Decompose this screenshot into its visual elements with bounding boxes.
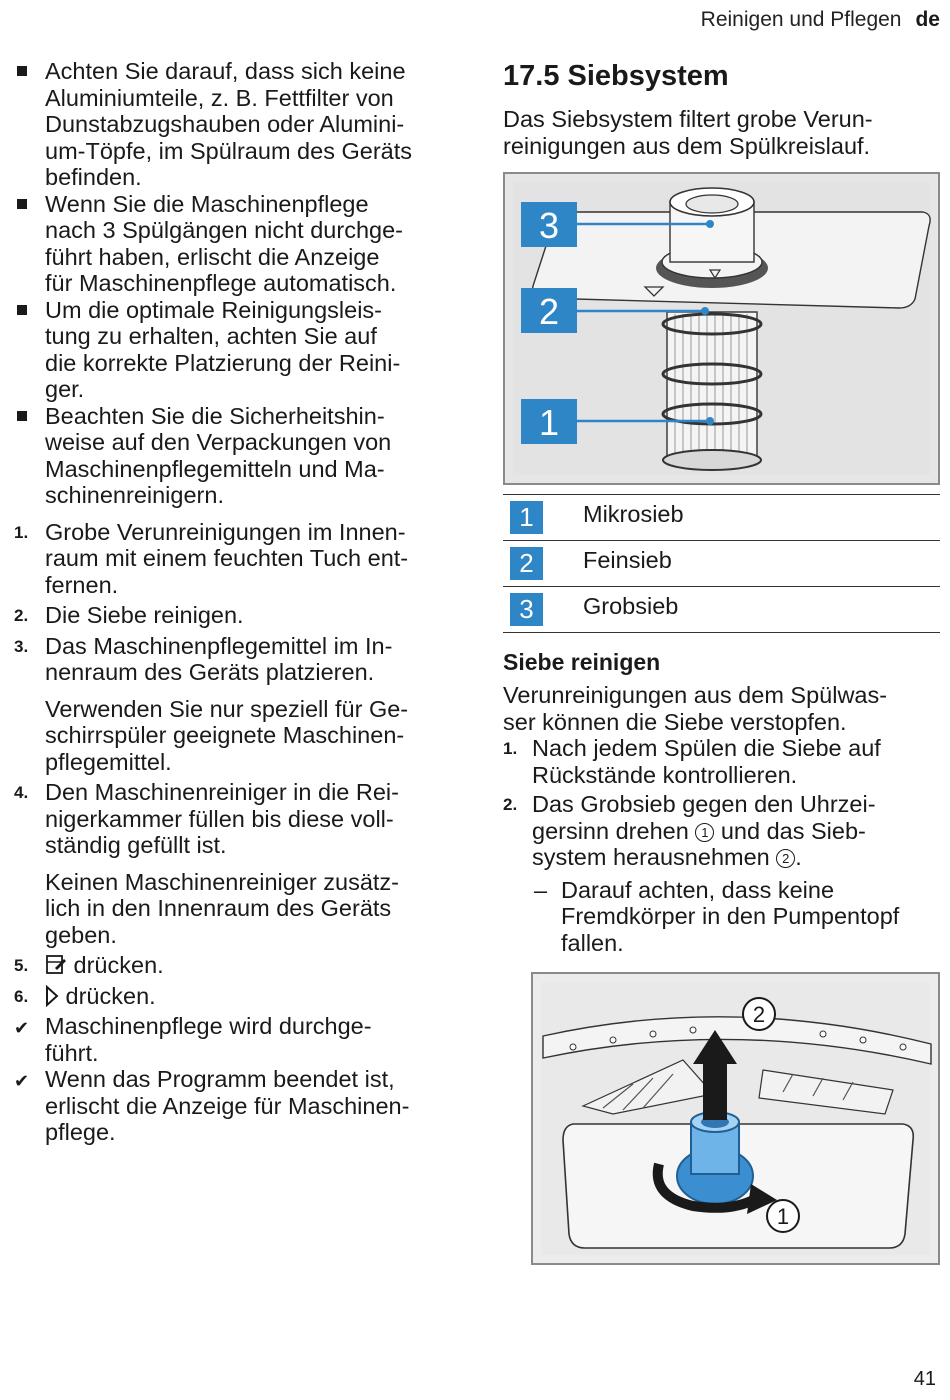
intro-line-2: reinigungen aus dem Spülkreislauf. — [503, 132, 871, 159]
svg-text:2: 2 — [538, 291, 560, 332]
callout-1 — [521, 399, 577, 444]
check-icon: ✔ — [14, 1071, 30, 1091]
language-code: de — [915, 8, 940, 31]
callout-1 — [767, 1200, 799, 1232]
filter-system-illustration — [505, 174, 938, 483]
bullet-item-4: Beachten Sie die Sicherheitshin- weise auf den Verpackungen von Maschinenpflegemitteln und Ma- schinenreinigern. — [14, 403, 454, 509]
callout-3 — [521, 202, 577, 247]
step-3: 3. Das Maschinenpflegemittel im In- nenraum des Geräts platzieren. — [14, 632, 393, 685]
bullet-item-1: Achten Sie darauf, dass sich keine Aluminiumteile, z. B. Fettfilter von Dunstabzugshauben oder Alumini- um-Töpfe, im Spülraum des Geräts befinden. — [14, 58, 454, 191]
intro-line-1: Das Siebsystem filtert grobe Verun- — [503, 106, 873, 132]
start-icon — [45, 985, 59, 1007]
step-3-note: Verwenden Sie nur speziell für Ge- schirrspüler geeignete Maschinen- pflegemittel. — [45, 695, 409, 775]
filter-system-figure — [503, 172, 940, 485]
svg-text:3: 3 — [538, 205, 560, 246]
subsection-heading: Siebe reinigen — [503, 649, 661, 675]
step-6-text: drücken. — [65, 982, 156, 1009]
reference-1: 1 — [695, 823, 714, 842]
step-4-note: Keinen Maschinenreiniger zusätz- lich in den Innenraum des Geräts geben. — [45, 868, 399, 948]
legend-row — [503, 540, 940, 586]
check-icon: ✔ — [14, 1018, 30, 1038]
machine-care-icon — [45, 954, 67, 976]
step-2: 2. Die Siebe reinigen. — [14, 602, 244, 628]
page-number: 41 — [913, 1368, 936, 1390]
result-2: ✔ Wenn das Programm beendet ist, erlischt die Anzeige für Maschinen- pflege. — [14, 1066, 410, 1145]
svg-text:2: 2 — [752, 1002, 766, 1027]
svg-text:1: 1 — [538, 402, 560, 443]
cleaning-section: Siebe reinigen Verunreinigungen aus dem Spülwas- ser können die Siebe verstopfen. 1. Nach jedem Spülen die Siebe auf Rückstände kontrollieren. 2. Das Grobsieb gegen den Uhrzei- gersinn drehen 1 und das Sieb- system herausnehmen 2 . – Darauf achten, dass keine Fremdkörper in den Pumpentopf fallen. — [503, 648, 940, 956]
right-column — [503, 58, 940, 159]
legend-number: 3 — [510, 593, 543, 626]
legend-label: Feinsieb — [583, 547, 672, 573]
section-title: Reinigen und Pflegen — [700, 8, 902, 31]
remove-filter-figure — [531, 972, 940, 1265]
dash-note: – Darauf achten, dass keine Fremdkörper in den Pumpentopf fallen. — [534, 876, 900, 956]
svg-text:1: 1 — [776, 1204, 790, 1229]
callout-2 — [743, 998, 775, 1030]
step-5: 5. drücken. — [14, 952, 164, 978]
remove-filter-illustration — [533, 974, 938, 1263]
legend-number: 1 — [510, 501, 543, 534]
bullet-item-2: Wenn Sie die Maschinenpflege nach 3 Spülgängen nicht durchge- führt haben, erlischt die Anzeige für Maschinenpflege automatisch. — [14, 191, 454, 297]
result-1: ✔ Maschinenpflege wird durchge- führt. — [14, 1013, 372, 1066]
legend-row — [503, 494, 940, 540]
cleaning-step-2: 2. Das Grobsieb gegen den Uhrzei- gersinn drehen 1 und das Sieb- system herausnehmen 2 . — [503, 791, 876, 870]
legend-label: Grobsieb — [583, 593, 679, 619]
step-5-text: drücken. — [73, 952, 164, 978]
legend-row — [503, 586, 940, 633]
legend-table — [503, 494, 940, 633]
step-6: 6. drücken. — [14, 982, 156, 1009]
step-1: 1. Grobe Verunreinigungen im Innen- raum mit einem feuchten Tuch ent- fernen. — [14, 518, 409, 598]
step-4: 4. Den Maschinenreiniger in die Rei- nigerkammer füllen bis diese voll- ständig gefüllt ist. — [14, 779, 399, 858]
legend-number: 2 — [510, 547, 543, 580]
page-header — [701, 8, 940, 32]
reference-2: 2 — [776, 849, 795, 868]
left-column — [14, 58, 454, 1146]
legend-label: Mikrosieb — [583, 501, 684, 527]
cleaning-step-1: 1. Nach jedem Spülen die Siebe auf Rückstände kontrollieren. — [503, 735, 881, 788]
callout-2 — [521, 288, 577, 333]
section-heading: 17.5 Siebsystem — [503, 60, 729, 92]
bullet-item-3: Um die optimale Reinigungsleis- tung zu erhalten, achten Sie auf die korrekte Platzierung der Reini- ger. — [14, 297, 454, 403]
